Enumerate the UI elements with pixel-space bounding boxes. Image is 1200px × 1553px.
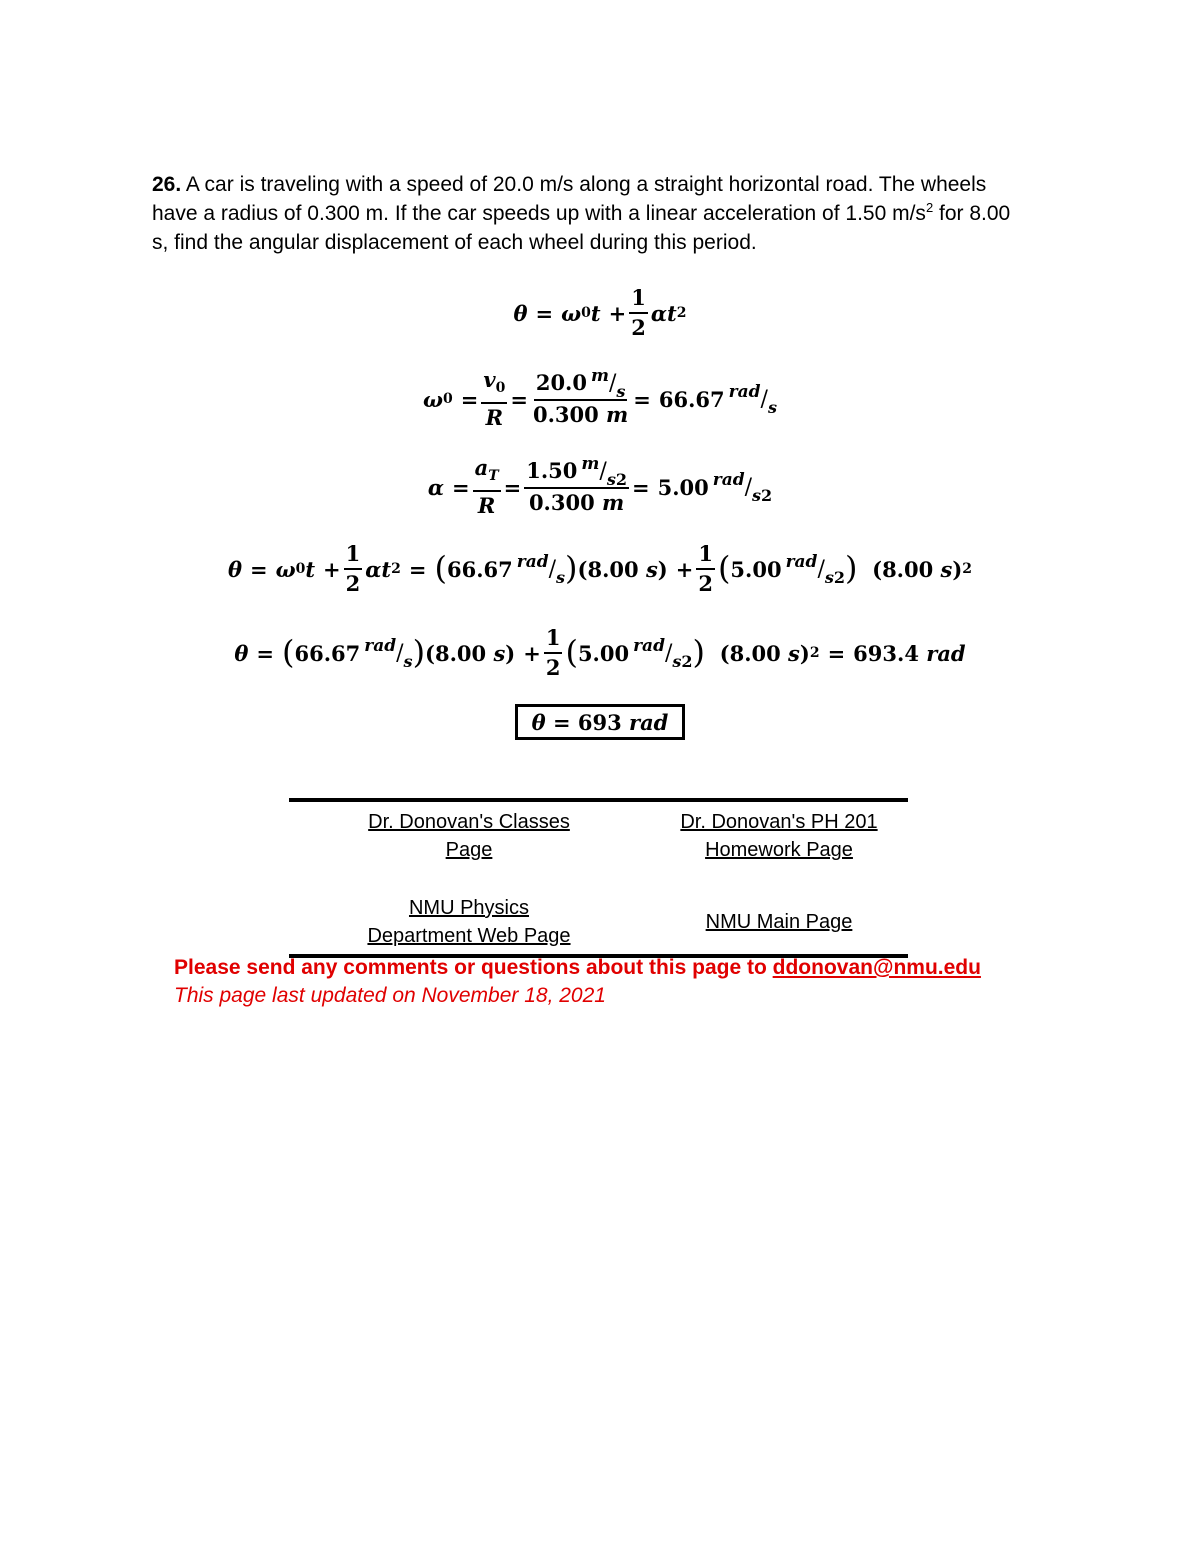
main-page-link-text[interactable]: NMU Main Page xyxy=(705,911,853,933)
problem-superscript: 2 xyxy=(925,200,934,215)
equation-theta-general: θ = ω 0 t + $\frac{1}{2}$ αt 2 xyxy=(513,285,687,340)
homework-link-line2[interactable]: Homework Page xyxy=(705,839,853,861)
alpha-radius-value: 0.300 xyxy=(528,490,595,515)
problem-text-part2: for 8.00 s, find the angular displacement of each wheel during this period. xyxy=(152,202,1011,254)
equation-theta-substitution: θ = ω 0 t + $\frac{1}{2}$ αt 2 = ( 66.67 $^{rad}/_s$ ) ( 8.00 s ) + $\frac{1}{2}$ ( 5.00 $^{rad}/_{s2}$ ) ( 8.00 s ) 2 xyxy=(227,541,973,596)
homework-link-line1[interactable]: Dr. Donovan's PH 201 xyxy=(680,811,878,833)
theta-result: 693.4 xyxy=(853,640,919,666)
final-answer-box: θ = 693 rad xyxy=(515,704,686,740)
final-answer xyxy=(0,704,1200,740)
res-time-2: 8.00 xyxy=(729,640,781,666)
homework-page-link[interactable] xyxy=(634,808,924,864)
sub-omega0: 66.67 xyxy=(446,556,513,582)
sub-alpha: 5.00 xyxy=(730,556,782,582)
physics-link-line2[interactable]: Department Web Page xyxy=(367,925,571,947)
alpha-accel-value: 1.50 xyxy=(526,458,578,483)
problem-number: 26. xyxy=(152,173,182,196)
final-answer-value: 693 xyxy=(577,710,622,735)
email-link[interactable]: ddonovan@nmu.edu xyxy=(772,956,981,979)
problem-text-part1: A car is traveling with a speed of 20.0 m/s along a straight horizontal road. The wheels have a radius of 0.300 m. If the car speeds up with a linear acceleration of 1.50 m/s xyxy=(152,173,987,225)
sub-time-1: 8.00 xyxy=(587,556,639,582)
equation-omega0: ω 0 = $\frac{v_0}{R}$ = $\frac{20.0 ^m/_s}{0.300 m}$ = 66.67 $^{rad}/_s$ xyxy=(423,366,777,430)
links-table xyxy=(289,798,908,958)
omega0-numerator-value: 20.0 xyxy=(535,370,587,395)
last-updated: This page last updated on November 18, 2021 xyxy=(174,984,606,1007)
comments-footer xyxy=(174,954,981,982)
problem-statement xyxy=(152,170,1032,257)
omega0-radius-value: 0.300 xyxy=(532,402,599,427)
classes-page-link[interactable] xyxy=(319,808,619,864)
comments-text: Please send any comments or questions about this page to xyxy=(174,956,773,979)
physics-link-line1[interactable]: NMU Physics xyxy=(408,897,529,919)
res-alpha: 5.00 xyxy=(577,640,630,666)
classes-link-line1[interactable]: Dr. Donovan's Classes xyxy=(368,811,570,833)
alpha-result: 5.00 xyxy=(657,474,709,500)
equation-theta-result: θ = ( 66.67 $^{rad}/_s$ ) ( 8.00 s ) + $\frac{1}{2}$ ( 5.00 $^{rad}/_{s2}$ ) ( 8.00 s ) 2 = 693.4 rad xyxy=(234,625,966,680)
physics-dept-link[interactable] xyxy=(319,894,619,950)
nmu-main-page-link[interactable] xyxy=(634,908,924,936)
res-omega0: 66.67 xyxy=(294,640,361,666)
sub-time-2: 8.00 xyxy=(882,556,934,582)
res-time-1: 8.00 xyxy=(434,640,487,666)
classes-link-line2[interactable]: Page xyxy=(445,839,493,861)
equation-alpha: α = $\frac{a_T}{R}$ = $\frac{1.50 ^m/_{s2}}{0.300 m}$ = 5.00 $^{rad}/_{s2}$ xyxy=(427,454,773,518)
omega0-result: 66.67 xyxy=(658,386,725,412)
